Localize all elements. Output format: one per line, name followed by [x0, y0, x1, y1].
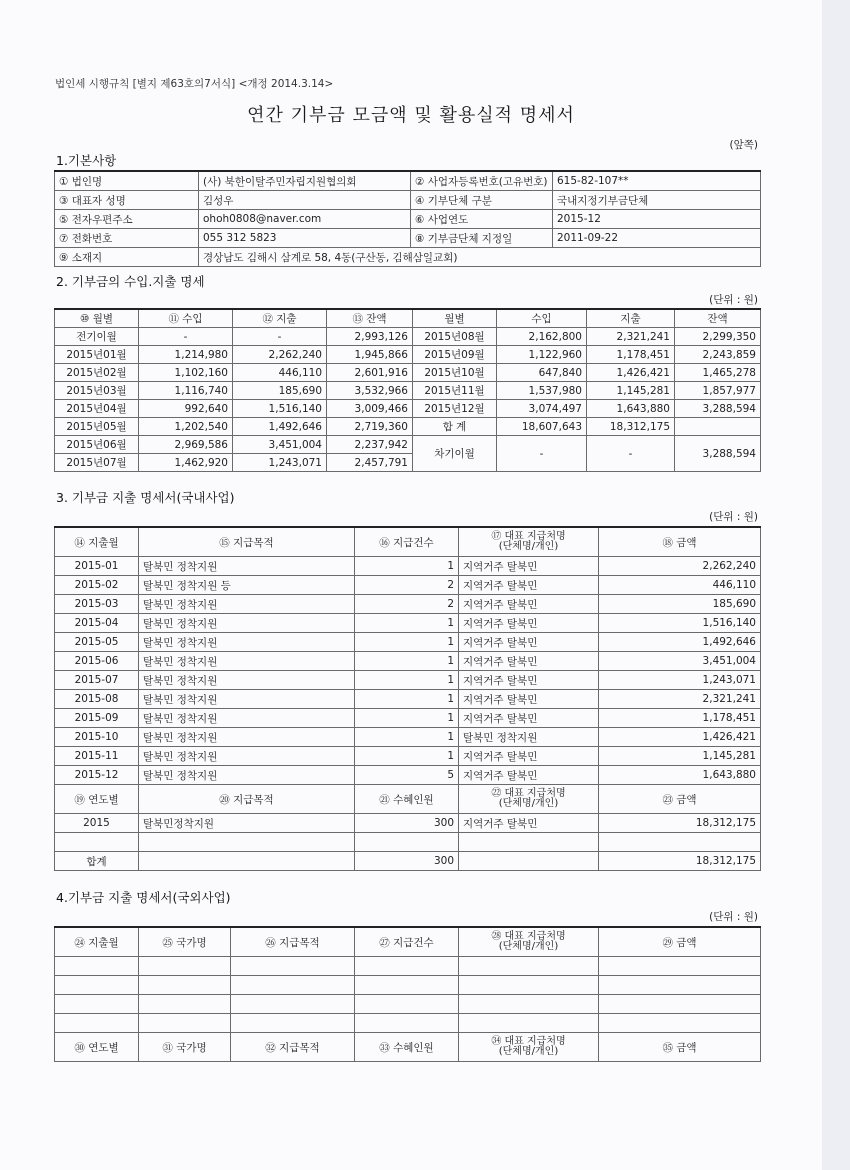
amount-cell: 18,312,175	[599, 814, 761, 833]
income-expense-table	[54, 308, 761, 472]
section1-title: 1.기본사항	[56, 153, 117, 168]
header-cell	[459, 1033, 599, 1062]
month-cell: 2015-05	[55, 633, 139, 652]
empty-cell	[139, 957, 231, 976]
table-row	[55, 652, 761, 671]
carry-label: 차기이월	[413, 436, 497, 472]
basic-info-table	[54, 170, 761, 267]
empty-cell	[139, 852, 355, 871]
empty-cell	[459, 1014, 599, 1033]
header-row	[55, 927, 761, 957]
expense-cell: 18,312,175	[587, 418, 675, 436]
balance-cell: 2,719,360	[327, 418, 413, 436]
balance-cell: 3,009,466	[327, 400, 413, 418]
header-cell: ⑯ 지급건수	[355, 527, 459, 557]
header-cell: ㉝ 수혜인원	[355, 1033, 459, 1062]
empty-cell	[55, 1014, 139, 1033]
month-cell: 2015년10월	[413, 364, 497, 382]
month-cell: 2015-09	[55, 709, 139, 728]
month-cell: 전기이월	[55, 328, 139, 346]
expense-cell: 1,145,281	[587, 382, 675, 400]
header-cell: ⑩ 월별	[55, 309, 139, 328]
empty-cell	[139, 833, 355, 852]
month-cell: 2015-03	[55, 595, 139, 614]
empty-cell	[55, 995, 139, 1014]
year-cell: 2015	[55, 814, 139, 833]
info-label: ⑨ 소재지	[55, 248, 199, 267]
section3-title: 3. 기부금 지출 명세서(국내사업)	[56, 490, 235, 505]
header-cell: 잔액	[675, 309, 761, 328]
amount-cell: 3,451,004	[599, 652, 761, 671]
info-value: 2011-09-22	[553, 229, 761, 248]
table-row	[55, 633, 761, 652]
header-cell: ⑫ 지출	[233, 309, 327, 328]
purpose-cell: 탈북민 정착지원 등	[139, 576, 355, 595]
table-row	[55, 766, 761, 785]
income-cell: 1,202,540	[139, 418, 233, 436]
header-cell: ㉖ 지급목적	[231, 927, 355, 957]
info-label: ④ 기부단체 구분	[411, 191, 553, 210]
table-row	[55, 833, 761, 852]
info-row	[55, 229, 761, 248]
expense-cell: 1,643,880	[587, 400, 675, 418]
info-value: ohoh0808@naver.com	[199, 210, 411, 229]
info-label: ⑧ 기부금단체 지정일	[411, 229, 553, 248]
month-cell: 2015년03월	[55, 382, 139, 400]
purpose-cell: 탈북민 정착지원	[139, 633, 355, 652]
purpose-cell: 탈북민 정착지원	[139, 766, 355, 785]
header-cell: ⑪ 수입	[139, 309, 233, 328]
header-cell	[459, 527, 599, 557]
table-row	[55, 595, 761, 614]
empty-cell	[355, 957, 459, 976]
expense-cell: 3,451,004	[233, 436, 327, 454]
expense-cell: 1,426,421	[587, 364, 675, 382]
table-row	[55, 728, 761, 747]
expense-cell: 2,262,240	[233, 346, 327, 364]
empty-cell	[599, 1014, 761, 1033]
expense-cell: 2,321,241	[587, 328, 675, 346]
overseas-expense-table	[54, 926, 761, 1062]
month-cell: 합 계	[413, 418, 497, 436]
amount-cell: 2,262,240	[599, 557, 761, 576]
info-value: 2015-12	[553, 210, 761, 229]
info-row	[55, 210, 761, 229]
empty-cell	[55, 976, 139, 995]
scan-edge	[822, 0, 850, 1170]
info-label: ③ 대표자 성명	[55, 191, 199, 210]
purpose-cell: 탈북민 정착지원	[139, 557, 355, 576]
header-cell: 지출	[587, 309, 675, 328]
balance-cell: 1,945,866	[327, 346, 413, 364]
info-value: 615-82-107**	[553, 171, 761, 191]
balance-cell: 3,288,594	[675, 400, 761, 418]
empty-cell	[599, 957, 761, 976]
amount-cell: 1,178,451	[599, 709, 761, 728]
income-cell: 2,969,586	[139, 436, 233, 454]
income-cell: 1,537,980	[497, 382, 587, 400]
total-beneficiaries: 300	[355, 852, 459, 871]
info-label: ⑦ 전화번호	[55, 229, 199, 248]
empty-cell	[355, 1014, 459, 1033]
side-note: (앞쪽)	[729, 139, 758, 151]
income-cell: 3,074,497	[497, 400, 587, 418]
income-cell: -	[139, 328, 233, 346]
empty-cell	[231, 995, 355, 1014]
info-row	[55, 171, 761, 191]
info-label: ⑤ 전자우편주소	[55, 210, 199, 229]
purpose-cell: 탈북민 정착지원	[139, 728, 355, 747]
expense-cell: 1,243,071	[233, 454, 327, 472]
purpose-cell: 탈북민 정착지원	[139, 652, 355, 671]
table-row	[55, 671, 761, 690]
income-cell: 2,162,800	[497, 328, 587, 346]
recipient-cell: 지역거주 탈북민	[459, 709, 599, 728]
month-cell: 2015년07월	[55, 454, 139, 472]
empty-cell	[459, 833, 599, 852]
empty-cell	[231, 1014, 355, 1033]
amount-cell: 1,426,421	[599, 728, 761, 747]
info-value: (사) 북한이탈주민자립지원협의회	[199, 171, 411, 191]
income-cell: 1,116,740	[139, 382, 233, 400]
header-subline: (단체명/개인)	[498, 941, 559, 952]
balance-cell: 3,288,594	[675, 436, 761, 472]
info-label: ⑥ 사업연도	[411, 210, 553, 229]
amount-cell: 1,516,140	[599, 614, 761, 633]
count-cell: 2	[355, 595, 459, 614]
recipient-cell: 지역거주 탈북민	[459, 595, 599, 614]
header-cell: ㉜ 지급목적	[231, 1033, 355, 1062]
total-label: 합계	[55, 852, 139, 871]
header-cell: ⑳ 지급목적	[139, 785, 355, 814]
empty-cell	[459, 976, 599, 995]
purpose-cell: 탈북민 정착지원	[139, 595, 355, 614]
table-row	[55, 976, 761, 995]
expense-cell: 185,690	[233, 382, 327, 400]
header-row	[55, 309, 761, 328]
header-cell: ㉗ 지급건수	[355, 927, 459, 957]
empty-cell	[55, 833, 139, 852]
info-value: 김성우	[199, 191, 411, 210]
header-cell: ㉑ 수혜인원	[355, 785, 459, 814]
empty-cell	[355, 995, 459, 1014]
month-cell: 2015년05월	[55, 418, 139, 436]
amount-cell: 185,690	[599, 595, 761, 614]
income-cell: -	[497, 436, 587, 472]
header-cell: ㉔ 지출월	[55, 927, 139, 957]
purpose-cell: 탈북민 정착지원	[139, 747, 355, 766]
income-cell: 1,214,980	[139, 346, 233, 364]
count-cell: 5	[355, 766, 459, 785]
expense-cell: -	[233, 328, 327, 346]
amount-cell: 1,643,880	[599, 766, 761, 785]
balance-cell: 2,457,791	[327, 454, 413, 472]
recipient-cell: 지역거주 탈북민	[459, 576, 599, 595]
amount-cell: 1,243,071	[599, 671, 761, 690]
page-title: 연간 기부금 모금액 및 활용실적 명세서	[247, 105, 575, 126]
header-row	[55, 785, 761, 814]
recipient-cell: 지역거주 탈북민	[459, 557, 599, 576]
balance-cell: 3,532,966	[327, 382, 413, 400]
table-row	[55, 400, 761, 418]
purpose-cell: 탈북민 정착지원	[139, 709, 355, 728]
table-row	[55, 576, 761, 595]
info-row	[55, 191, 761, 210]
month-cell: 2015년12월	[413, 400, 497, 418]
section4-title: 4.기부금 지출 명세서(국외사업)	[56, 890, 231, 905]
header-line: ㉒ 대표 지급처명	[491, 788, 566, 799]
info-value: 경상남도 김해시 삼계로 58, 4동(구산동, 김해삼일교회)	[199, 248, 761, 267]
table-row	[55, 364, 761, 382]
purpose-cell: 탈북민정착지원	[139, 814, 355, 833]
table-row	[55, 557, 761, 576]
empty-cell	[139, 1014, 231, 1033]
count-cell: 1	[355, 633, 459, 652]
amount-cell: 1,492,646	[599, 633, 761, 652]
empty-cell	[139, 976, 231, 995]
count-cell: 1	[355, 747, 459, 766]
income-cell: 647,840	[497, 364, 587, 382]
balance-cell: 2,299,350	[675, 328, 761, 346]
header-cell: 수입	[497, 309, 587, 328]
table-row	[55, 747, 761, 766]
recipient-cell: 지역거주 탈북민	[459, 671, 599, 690]
table-row	[55, 995, 761, 1014]
month-cell: 2015년04월	[55, 400, 139, 418]
expense-cell: 1,492,646	[233, 418, 327, 436]
month-cell: 2015-02	[55, 576, 139, 595]
month-cell: 2015-07	[55, 671, 139, 690]
header-cell	[459, 785, 599, 814]
header-cell: 월별	[413, 309, 497, 328]
section2-unit: (단위 : 원)	[709, 294, 758, 306]
empty-cell	[355, 976, 459, 995]
header-cell: ㉕ 국가명	[139, 927, 231, 957]
recipient-cell: 지역거주 탈북민	[459, 614, 599, 633]
balance-cell: 2,243,859	[675, 346, 761, 364]
empty-cell	[55, 957, 139, 976]
month-cell: 2015년06월	[55, 436, 139, 454]
balance-cell	[675, 418, 761, 436]
month-cell: 2015년01월	[55, 346, 139, 364]
table-row	[55, 690, 761, 709]
header-subline: (단체명/개인)	[498, 1046, 559, 1057]
expense-cell: -	[587, 436, 675, 472]
income-cell: 992,640	[139, 400, 233, 418]
recipient-cell: 지역거주 탈북민	[459, 766, 599, 785]
total-amount: 18,312,175	[599, 852, 761, 871]
table-row	[55, 814, 761, 833]
header-subline: (단체명/개인)	[498, 798, 559, 809]
header-cell: ㉟ 금액	[599, 1033, 761, 1062]
month-cell: 2015-06	[55, 652, 139, 671]
info-value: 055 312 5823	[199, 229, 411, 248]
table-row	[55, 382, 761, 400]
count-cell: 1	[355, 728, 459, 747]
header-cell: ⑭ 지출월	[55, 527, 139, 557]
expense-cell: 1,516,140	[233, 400, 327, 418]
empty-cell	[459, 957, 599, 976]
recipient-cell: 지역거주 탈북민	[459, 814, 599, 833]
header-row	[55, 1033, 761, 1062]
month-cell: 2015-12	[55, 766, 139, 785]
income-cell: 1,102,160	[139, 364, 233, 382]
recipient-cell: 지역거주 탈북민	[459, 652, 599, 671]
month-cell: 2015-11	[55, 747, 139, 766]
month-cell: 2015년08월	[413, 328, 497, 346]
empty-cell	[355, 833, 459, 852]
info-label: ② 사업자등록번호(고유번호)	[411, 171, 553, 191]
balance-cell: 2,993,126	[327, 328, 413, 346]
purpose-cell: 탈북민 정착지원	[139, 671, 355, 690]
month-cell: 2015-01	[55, 557, 139, 576]
month-cell: 2015년09월	[413, 346, 497, 364]
month-cell: 2015년11월	[413, 382, 497, 400]
recipient-cell: 지역거주 탈북민	[459, 747, 599, 766]
section4-unit: (단위 : 원)	[709, 911, 758, 923]
header-cell: ㉓ 금액	[599, 785, 761, 814]
domestic-expense-table	[54, 526, 761, 871]
header-line: ⑰ 대표 지급처명	[491, 531, 566, 542]
table-row	[55, 709, 761, 728]
table-row	[55, 957, 761, 976]
info-row	[55, 248, 761, 267]
header-cell	[459, 927, 599, 957]
count-cell: 2	[355, 576, 459, 595]
info-label: ① 법인명	[55, 171, 199, 191]
empty-cell	[231, 976, 355, 995]
count-cell: 1	[355, 652, 459, 671]
section2-title: 2. 기부금의 수입.지출 명세	[56, 274, 205, 289]
count-cell: 1	[355, 614, 459, 633]
expense-cell: 1,178,451	[587, 346, 675, 364]
empty-cell	[459, 995, 599, 1014]
header-subline: (단체명/개인)	[498, 541, 559, 552]
header-cell: ㉚ 연도별	[55, 1033, 139, 1062]
count-cell: 1	[355, 709, 459, 728]
purpose-cell: 탈북민 정착지원	[139, 614, 355, 633]
empty-cell	[599, 976, 761, 995]
empty-cell	[599, 833, 761, 852]
section3-unit: (단위 : 원)	[709, 511, 758, 523]
info-value: 국내지정기부금단체	[553, 191, 761, 210]
header-cell: ⑮ 지급목적	[139, 527, 355, 557]
count-cell: 1	[355, 557, 459, 576]
amount-cell: 2,321,241	[599, 690, 761, 709]
table-row	[55, 328, 761, 346]
empty-cell	[139, 995, 231, 1014]
month-cell: 2015년02월	[55, 364, 139, 382]
total-row	[55, 852, 761, 871]
table-row	[55, 436, 761, 454]
balance-cell: 1,857,977	[675, 382, 761, 400]
recipient-cell: 탈북민 정착지원	[459, 728, 599, 747]
recipient-cell: 지역거주 탈북민	[459, 690, 599, 709]
count-cell: 1	[355, 671, 459, 690]
table-row	[55, 346, 761, 364]
header-cell: ⑬ 잔액	[327, 309, 413, 328]
recipient-cell: 지역거주 탈북민	[459, 633, 599, 652]
count-cell: 1	[355, 690, 459, 709]
table-row	[55, 614, 761, 633]
balance-cell: 1,465,278	[675, 364, 761, 382]
form-reference: 법인세 시행규칙 [별지 제63호의7서식] <개정 2014.3.14>	[55, 78, 334, 90]
income-cell: 18,607,643	[497, 418, 587, 436]
table-row	[55, 418, 761, 436]
balance-cell: 2,601,916	[327, 364, 413, 382]
header-cell: ⑲ 연도별	[55, 785, 139, 814]
header-cell: ⑱ 금액	[599, 527, 761, 557]
empty-cell	[231, 957, 355, 976]
header-line: ㉘ 대표 지급처명	[491, 931, 566, 942]
header-line: ㉞ 대표 지급처명	[491, 1036, 566, 1047]
empty-cell	[599, 995, 761, 1014]
beneficiary-cell: 300	[355, 814, 459, 833]
header-row	[55, 527, 761, 557]
month-cell: 2015-04	[55, 614, 139, 633]
income-cell: 1,122,960	[497, 346, 587, 364]
empty-cell	[459, 852, 599, 871]
header-cell: ㉛ 국가명	[139, 1033, 231, 1062]
table-row	[55, 1014, 761, 1033]
header-cell: ㉙ 금액	[599, 927, 761, 957]
balance-cell: 2,237,942	[327, 436, 413, 454]
month-cell: 2015-10	[55, 728, 139, 747]
amount-cell: 1,145,281	[599, 747, 761, 766]
expense-cell: 446,110	[233, 364, 327, 382]
month-cell: 2015-08	[55, 690, 139, 709]
purpose-cell: 탈북민 정착지원	[139, 690, 355, 709]
income-cell: 1,462,920	[139, 454, 233, 472]
amount-cell: 446,110	[599, 576, 761, 595]
